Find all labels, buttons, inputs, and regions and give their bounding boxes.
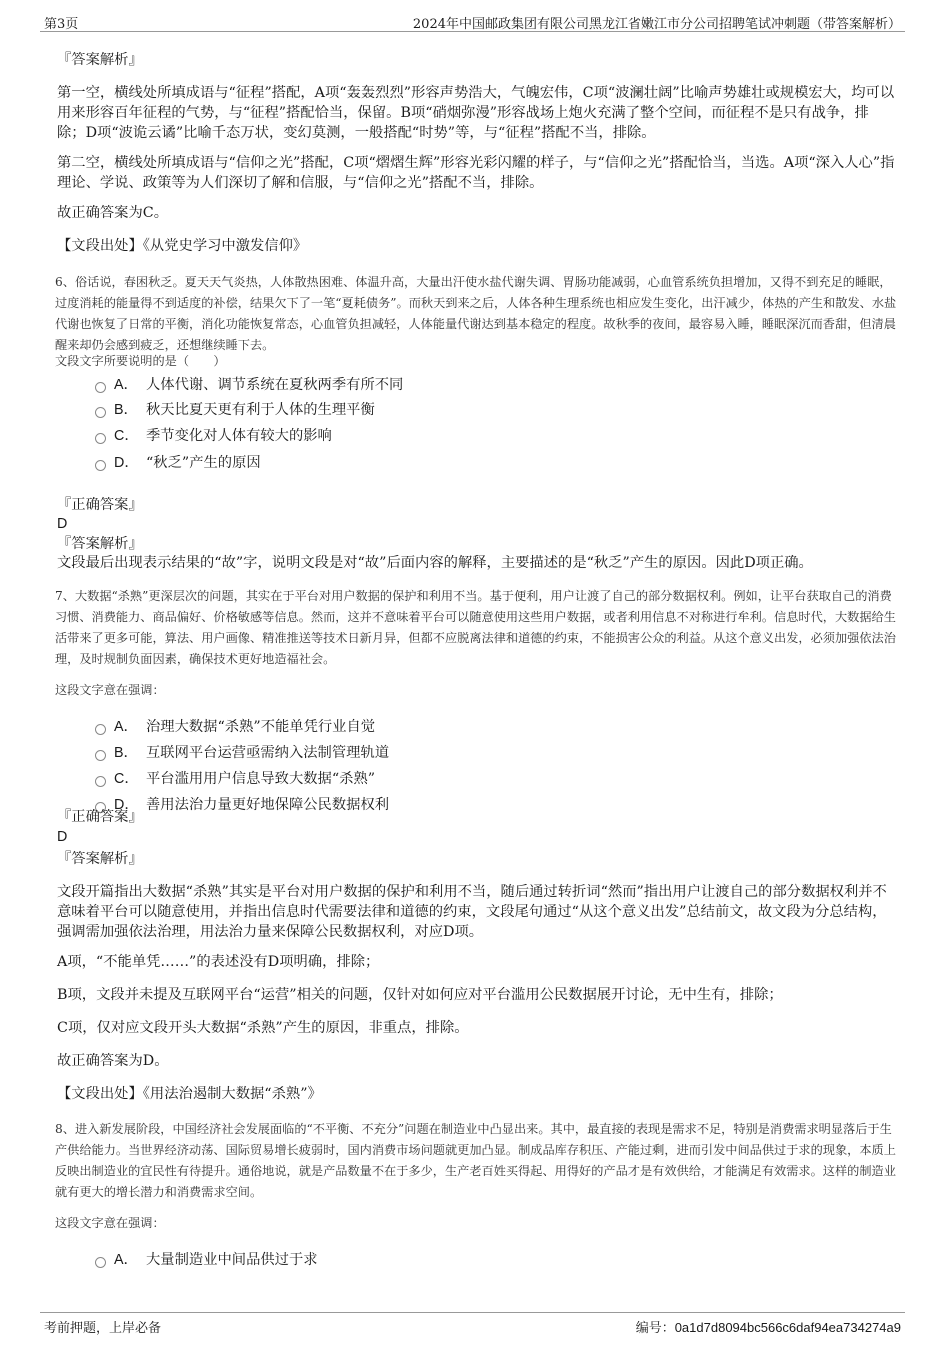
q6-option-a[interactable]: A． 人体代谢、调节系统在夏秋两季有所不同: [95, 375, 403, 395]
q8-passage: 8、进入新发展阶段，中国经济社会发展面临的“不平衡、不充分”问题在制造业中凸显出来。其中，最直接的表现是需求不足，特别是消费需求明显落后于生产供给能力。当世界经济动荡、国际贸易增长疲弱时，国内消费市场问题就更加凸显。制成品库存积压、产能过剩，进而引发中间品供过于求的现象，本质上反映出制造业的宜民性有待提升。通俗地说，就是产品数量不在于多少，生产老百姓买得起、用得好的产品才是有效供给，才能满足有效需求。这样的制造业就有更大的增长潜力和消费需求空间。: [55, 1122, 896, 1199]
page-header: [40, 10, 905, 32]
q8-question: 这段文字意在强调：: [55, 1216, 165, 1230]
q8-option-a[interactable]: A． 大量制造业中间品供过于求: [95, 1250, 318, 1270]
radio-button[interactable]: [95, 460, 106, 471]
page-number: 第3页: [44, 17, 79, 32]
q7-option-d[interactable]: D． 善用法治力量更好地保障公民数据权利: [95, 795, 389, 815]
q7-answer: D: [57, 829, 68, 845]
q7-source: 【文段出处】《用法治遏制大数据“杀熟”》: [57, 1086, 322, 1102]
q5-conclusion: 故正确答案为C。: [57, 205, 169, 221]
q6-analysis-label: 『答案解析』: [57, 536, 143, 552]
q6-answer: D: [57, 516, 68, 532]
q7-passage: 7、大数据“杀熟”更深层次的问题，其实在于平台对用户数据的保护和利用不当。基于便利，用户让渡了自己的部分数据权利。例如，让平台获取自己的消费习惯、消费能力、商品偏好、价格敏感等信息。然而，这并不意味着平台可以随意使用这些用户数据，或者利用信息不对称进行牟利。信息时代，大数据给生活带来了更多可能，算法、用户画像、精准推送等技术日新月异，但都不应脱离法律和道德的约束，不能损害公众的利益。从这个意义出发，必须加强依法治理，及时规制负面因素，确保技术更好地造福社会。: [55, 589, 896, 666]
q6-question: 文段文字所要说明的是（ ）: [55, 354, 226, 368]
radio-button[interactable]: [95, 433, 106, 444]
q6-passage: 6、俗话说，春困秋乏。夏天天气炎热，人体散热困难、体温升高，大量出汗使水盐代谢失调、胃肠功能减弱，心血管系统负担增加，又得不到充足的睡眠，过度消耗的能量得不到适度的补偿，结果欠下了一笔“夏耗债务”。而秋天到来之后，人体各种生理系统也相应发生变化，出汗减少，体热的产生和散发、水盐代谢也恢复了日常的平衡，消化功能恢复常态，心血管负担减轻，人体能量代谢达到基本稳定的程度。故秋季的夜间，最容易入睡，睡眠深沉而香甜，但清晨醒来却仍会感到疲乏，还想继续睡下去。: [55, 275, 897, 352]
q7-option-c[interactable]: C． 平台滥用用户信息导致大数据“杀熟”: [95, 769, 375, 789]
q7-option-b[interactable]: B． 互联网平台运营亟需纳入法制管理轨道: [95, 743, 389, 763]
q7-conclusion: 故正确答案为D。: [57, 1053, 169, 1069]
q5-analysis-p2: 第二空，横线处所填成语与“信仰之光”搭配，C项“熠熠生辉”形容光彩闪耀的样子，与“信仰之光”搭配恰当，当选。A项“深入人心”指理论、学说、政策等为人们深切了解和信服，与“信仰之光”搭配不当，排除。: [57, 155, 895, 191]
document-title: 2024年中国邮政集团有限公司黑龙江省嫩江市分公司招聘笔试冲刺题（带答案解析）: [412, 17, 901, 32]
q6-answer-label: 『正确答案』: [57, 497, 143, 513]
radio-button[interactable]: [95, 776, 106, 787]
q5-analysis-label: 『答案解析』: [57, 52, 143, 68]
document-code: 编号：0a1d7d8094bc566c6daf94ea734274a9: [635, 1320, 901, 1335]
radio-button[interactable]: [95, 1257, 106, 1268]
q6-analysis: 文段最后出现表示结果的“故”字，说明文段是对“故”后面内容的解释，主要描述的是“秋乏”产生的原因。因此D项正确。: [57, 555, 813, 571]
q5-analysis-p1: 第一空，横线处所填成语与“征程”搭配，A项“轰轰烈烈”形容声势浩大，气魄宏伟，C项“波澜壮阔”比喻声势雄壮或规模宏大，均可以用来形容百年征程的气势，与“征程”搭配恰当，保留。B项“硝烟弥漫”形容战场上炮火充满了整个空间，而征程不是只有战争，排除；D项“波诡云谲”比喻千态万状，变幻莫测，一般搭配“时势”等，与“征程”搭配不当，排除。: [57, 85, 895, 141]
radio-button[interactable]: [95, 750, 106, 761]
page-footer: [40, 1312, 905, 1334]
q7-analysis-p1: 文段开篇指出大数据“杀熟”其实是平台对用户数据的保护和利用不当，随后通过转折词“然而”指出用户让渡自己的部分数据权利并不意味着平台可以随意使用，并指出信息时代需要法律和道德的约束，文段尾句通过“从这个意义出发”总结前文，故文段为分总结构，强调需加强依法治理，用法治力量来保障公民数据权利，对应D项。: [57, 884, 887, 940]
footer-slogan: 考前押题，上岸必备: [44, 1321, 162, 1336]
q7-analysis-p3: B项，文段并未提及互联网平台“运营”相关的问题，仅针对如何应对平台滥用公民数据展开讨论，无中生有，排除；: [57, 987, 783, 1003]
radio-button[interactable]: [95, 407, 106, 418]
q6-option-d[interactable]: D． “秋乏”产生的原因: [95, 453, 261, 473]
q5-source: 【文段出处】《从党史学习中激发信仰》: [57, 238, 308, 254]
q6-option-b[interactable]: B． 秋天比夏天更有利于人体的生理平衡: [95, 400, 375, 420]
q7-analysis-p2: A项，“不能单凭……”的表述没有D项明确，排除；: [57, 954, 380, 970]
radio-button[interactable]: [95, 382, 106, 393]
q7-question: 这段文字意在强调：: [55, 683, 165, 697]
q7-answer-label: 『正确答案』: [57, 809, 143, 825]
q6-option-c[interactable]: C． 季节变化对人体有较大的影响: [95, 426, 332, 446]
q7-analysis-p4: C项，仅对应文段开头大数据“杀熟”产生的原因，非重点，排除。: [57, 1020, 469, 1036]
q7-analysis-label: 『答案解析』: [57, 851, 143, 867]
q7-option-a[interactable]: A． 治理大数据“杀熟”不能单凭行业自觉: [95, 717, 375, 737]
radio-button[interactable]: [95, 724, 106, 735]
